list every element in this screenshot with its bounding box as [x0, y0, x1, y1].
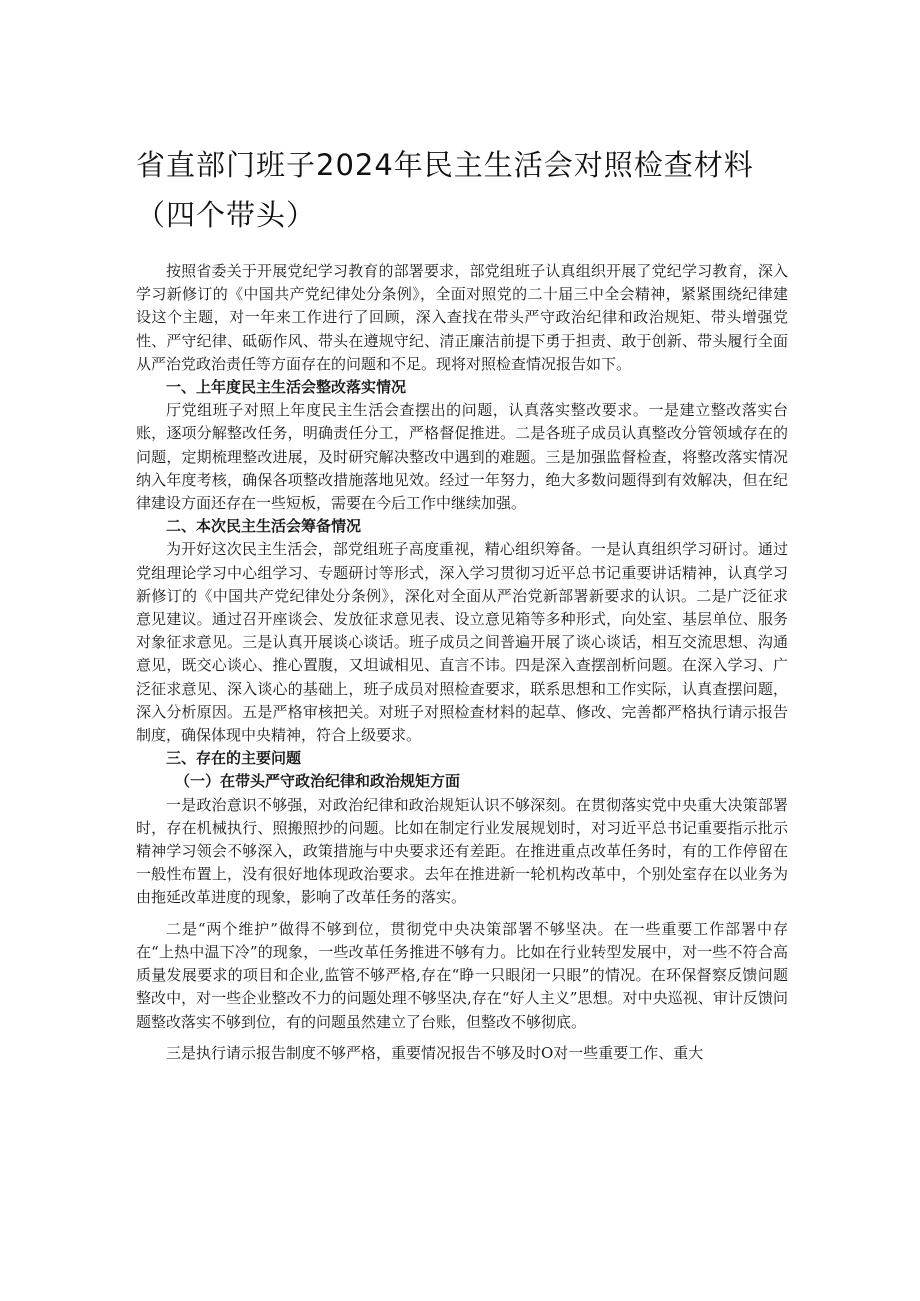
section-1-heading: 一、上年度民主生活会整改落实情况 [166, 378, 407, 397]
section-1-paragraph: 厅党组班子对照上年度民主生活会查摆出的问题，认真落实整改要求。一是建立整改落实台账，逐项分解整改任务，明确责任分工，严格督促推进。二是各班子成员认真整改分管领域存在的问题，定期梳理整改进展，及时研究解决整改中遇到的难题。三是加强监督检查，将整改落实情况纳入年度考核，确保各项整改措施落地见效。经过一年努力，绝大多数问题得到有效解决，但在纪律建设方面还存在一些短板，需要在今后工作中继续加强。 [136, 401, 788, 513]
section-2-paragraph: 为开好这次民主生活会，部党组班子高度重视，精心组织筹备。一是认真组织学习研讨。通过党组理论学习中心组学习、专题研讨等形式，深入学习贯彻习近平总书记重要讲话精神，认真学习新修订的《中国共产党纪律处分条例》，深化对全面从严治党新部署新要求的认识。二是广泛征求意见建议。通过召开座谈会、发放征求意见表、设立意见箱等多种形式，向处室、基层单位、服务对象征求意见。三是认真开展谈心谈话。班子成员之间普遍开展了谈心谈话，相互交流思想、沟通意见，既交心谈心、推心置腹，又坦诚相见、直言不讳。四是深入查摆剖析问题。在深入学习、广泛征求意见、深入谈心的基础上，班子成员对照检查要求，联系思想和工作实际，认真查摆问题，深入分析原因。五是严格审核把关。对班子对照检查材料的起草、修改、完善都严格执行请示报告制度，确保体现中央精神，符合上级要求。 [136, 540, 788, 745]
document-page [136, 140, 788, 1065]
section-3-heading: 三、存在的主要问题 [166, 749, 302, 768]
section-3-subheading: （一）在带头严守政治纪律和政治规矩方面 [175, 772, 461, 791]
section-3-paragraph-1: 一是政治意识不够强，对政治纪律和政治规矩认识不够深刻。在贯彻落实党中央重大决策部署时，存在机械执行、照搬照抄的问题。比如在制定行业发展规划时，对习近平总书记重要指示批示精神学习领会不够深入，政策措施与中央要求还有差距。在推进重点改革任务时，有的工作停留在一般性布置上，没有很好地体现政治要求。去年在推进新一轮机构改革中，个别处室存在以业务为由拖延改革进度的现象，影响了改革任务的落实。 [136, 795, 788, 907]
section-3-paragraph-3: 三是执行请示报告制度不够严格，重要情况报告不够及时O对一些重要工作、重大 [166, 1043, 704, 1062]
section-2-heading: 二、本次民主生活会筹备情况 [166, 517, 362, 536]
section-3-paragraph-2: 二是“两个维护”做得不够到位，贯彻党中央决策部署不够坚决。在一些重要工作部署中存在“上热中温下冷”的现象，一些改革任务推进不够有力。比如在行业转型发展中，对一些不符合高质量发展要求的项目和企业,监管不够严格,存在“睁一只眼闭一只眼”的情况。在环保督察反馈问题整改中，对一些企业整改不力的问题处理不够坚决,存在“好人主义”思想。对中央巡视、审计反馈问题整改落实不够到位，有的问题虽然建立了台账，但整改不够彻底。 [136, 919, 788, 1031]
intro-paragraph: 按照省委关于开展党纪学习教育的部署要求，部党组班子认真组织开展了党纪学习教育，深入学习新修订的《中国共产党纪律处分条例》，全面对照党的二十届三中全会精神，紧紧围绕纪律建设这个主题，对一年来工作进行了回顾，深入查找在带头严守政治纪律和政治规矩、带头增强党性、严守纪律、砥砺作风、带头在遵规守纪、清正廉洁前提下勇于担责、敢于创新、带头履行全面从严治党政治责任等方面存在的问题和不足。现将对照检查情况报告如下。 [136, 262, 788, 373]
document-title: 省直部门班子2024年民主生活会对照检查材料（四个带头） [136, 148, 754, 232]
